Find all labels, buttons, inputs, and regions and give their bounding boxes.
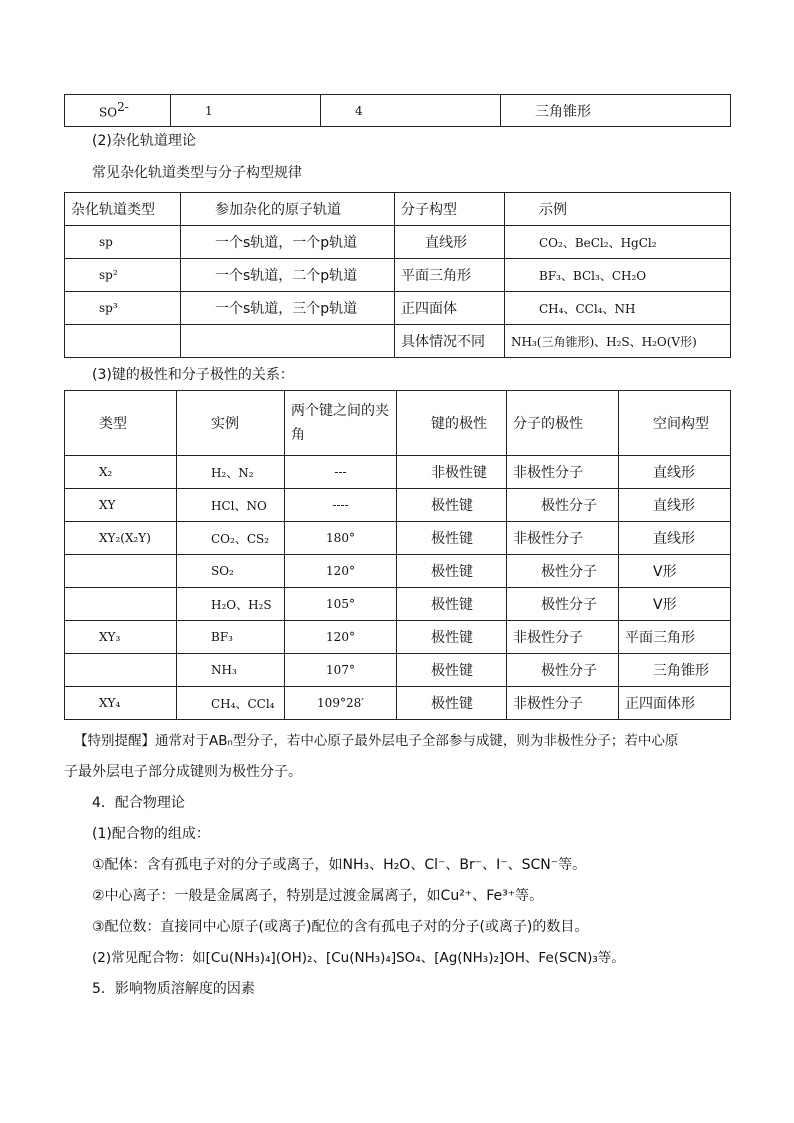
cell: V形 [619,555,731,588]
cell [65,325,181,358]
cell: 107° [285,654,397,687]
cell: 平面三角形 [395,259,505,292]
cell: 直线形 [395,226,505,259]
cell [65,588,177,621]
table-top-row [64,94,731,127]
section-4-title: 4．配合物理论 [92,795,185,811]
cell: 1 [171,95,321,127]
cell: 109°28′ [285,687,397,720]
heading-hybrid: (2)杂化轨道理论 [92,133,196,149]
table-row [65,621,731,654]
cell: 极性键 [397,489,507,522]
table-row [65,654,731,687]
hybridization-table [64,192,731,358]
section-4-1: (1)配合物的组成： [92,826,210,842]
cell: 三角锥形 [501,95,731,127]
section-4-ligand: ①配体：含有孤电子对的分子或离子，如NH₃、H₂O、Cl⁻、Br⁻、I⁻、SCN⁻等。 [92,857,587,873]
reminder-line-2: 子最外层电子部分成键则为极性分子。 [64,764,302,780]
cell: CO₂、CS₂ [177,522,285,555]
heading-common: 常见杂化轨道类型与分子构型规律 [92,165,302,181]
cell [65,555,177,588]
cell: HCl、NO [177,489,285,522]
cell: 非极性键 [397,456,507,489]
header-cell: 实例 [177,391,285,456]
cell [65,654,177,687]
header-cell: 键的极性 [397,391,507,456]
table-header-row [65,193,731,226]
cell: H₂、N₂ [177,456,285,489]
cell: 极性键 [397,687,507,720]
cell: 非极性分子 [507,687,619,720]
cell: sp³ [65,292,181,325]
table-row [65,555,731,588]
cell: 极性键 [397,621,507,654]
cell: 极性分子 [507,489,619,522]
cell: 极性分子 [507,588,619,621]
cell: H₂O、H₂S [177,588,285,621]
cell: BF₃、BCl₃、CH₂O [505,259,731,292]
table-row [65,95,731,127]
cell: 一个s轨道，一个p轨道 [181,226,395,259]
cell: 直线形 [619,489,731,522]
header-cell: 分子的极性 [507,391,619,456]
table-row [65,522,731,555]
cell: CH₄、CCl₄、NH [505,292,731,325]
cell: 直线形 [619,456,731,489]
cell: CO₂、BeCl₂、HgCl₂ [505,226,731,259]
reminder-line-1: 【特别提醒】通常对于ABₙ型分子，若中心原子最外层电子全部参与成键，则为非极性分子；若中心原 [74,733,679,749]
cell: $SO^{2-}$ [65,95,171,127]
header-cell: 参加杂化的原子轨道 [181,193,395,226]
cell: XY₂(X₂Y) [65,522,177,555]
table-row [65,259,731,292]
cell: 具体情况不同 [395,325,505,358]
cell: XY₃ [65,621,177,654]
cell: 一个s轨道，三个p轨道 [181,292,395,325]
cell: 120° [285,621,397,654]
cell: 4 [321,95,501,127]
cell: 极性分子 [507,555,619,588]
cell: 105° [285,588,397,621]
cell: 正四面体 [395,292,505,325]
table-row [65,325,731,358]
table-row [65,292,731,325]
table-row [65,489,731,522]
cell: SO₂ [177,555,285,588]
header-cell: 示例 [505,193,731,226]
cell: X₂ [65,456,177,489]
cell: 非极性分子 [507,621,619,654]
cell: BF₃ [177,621,285,654]
cell: 平面三角形 [619,621,731,654]
cell: CH₄、CCl₄ [177,687,285,720]
cell: NH₃ [177,654,285,687]
section-4-coord-number: ③配位数：直接同中心原子(或离子)配位的含有孤电子对的分子(或离子)的数目。 [92,919,589,935]
cell: 120° [285,555,397,588]
cell: 极性键 [397,588,507,621]
heading-polarity: (3)键的极性和分子极性的关系： [92,367,294,383]
cell: ---- [285,489,397,522]
polarity-table [64,390,731,720]
cell: 180° [285,522,397,555]
cell: 极性键 [397,555,507,588]
cell: 非极性分子 [507,456,619,489]
cell: 直线形 [619,522,731,555]
header-cell: 杂化轨道类型 [65,193,181,226]
cell: 非极性分子 [507,522,619,555]
header-cell: 分子构型 [395,193,505,226]
cell: V形 [619,588,731,621]
cell: 正四面体形 [619,687,731,720]
table-header-row [65,391,731,456]
header-cell: 类型 [65,391,177,456]
table-row [65,588,731,621]
section-5-title: 5．影响物质溶解度的因素 [92,981,255,997]
cell: --- [285,456,397,489]
table-row [65,226,731,259]
cell: NH₃(三角锥形)、H₂S、H₂O(V形) [505,325,731,358]
cell: 三角锥形 [619,654,731,687]
header-cell: 空间构型 [619,391,731,456]
cell: 极性分子 [507,654,619,687]
cell: 极性键 [397,654,507,687]
table-row [65,456,731,489]
cell [181,325,395,358]
cell: 极性键 [397,522,507,555]
cell: sp² [65,259,181,292]
cell: 一个s轨道，二个p轨道 [181,259,395,292]
cell: XY₄ [65,687,177,720]
section-4-2: (2)常见配合物：如[Cu(NH₃)₄](OH)₂、[Cu(NH₃)₄]SO₄、[Ag(NH₃)₂]OH、Fe(SCN)₃等。 [92,950,625,966]
cell: sp [65,226,181,259]
cell: XY [65,489,177,522]
section-4-center-ion: ②中心离子：一般是金属离子，特别是过渡金属离子，如Cu²⁺、Fe³⁺等。 [92,888,544,904]
header-cell: 两个键之间的夹角 [285,391,397,456]
table-row [65,687,731,720]
